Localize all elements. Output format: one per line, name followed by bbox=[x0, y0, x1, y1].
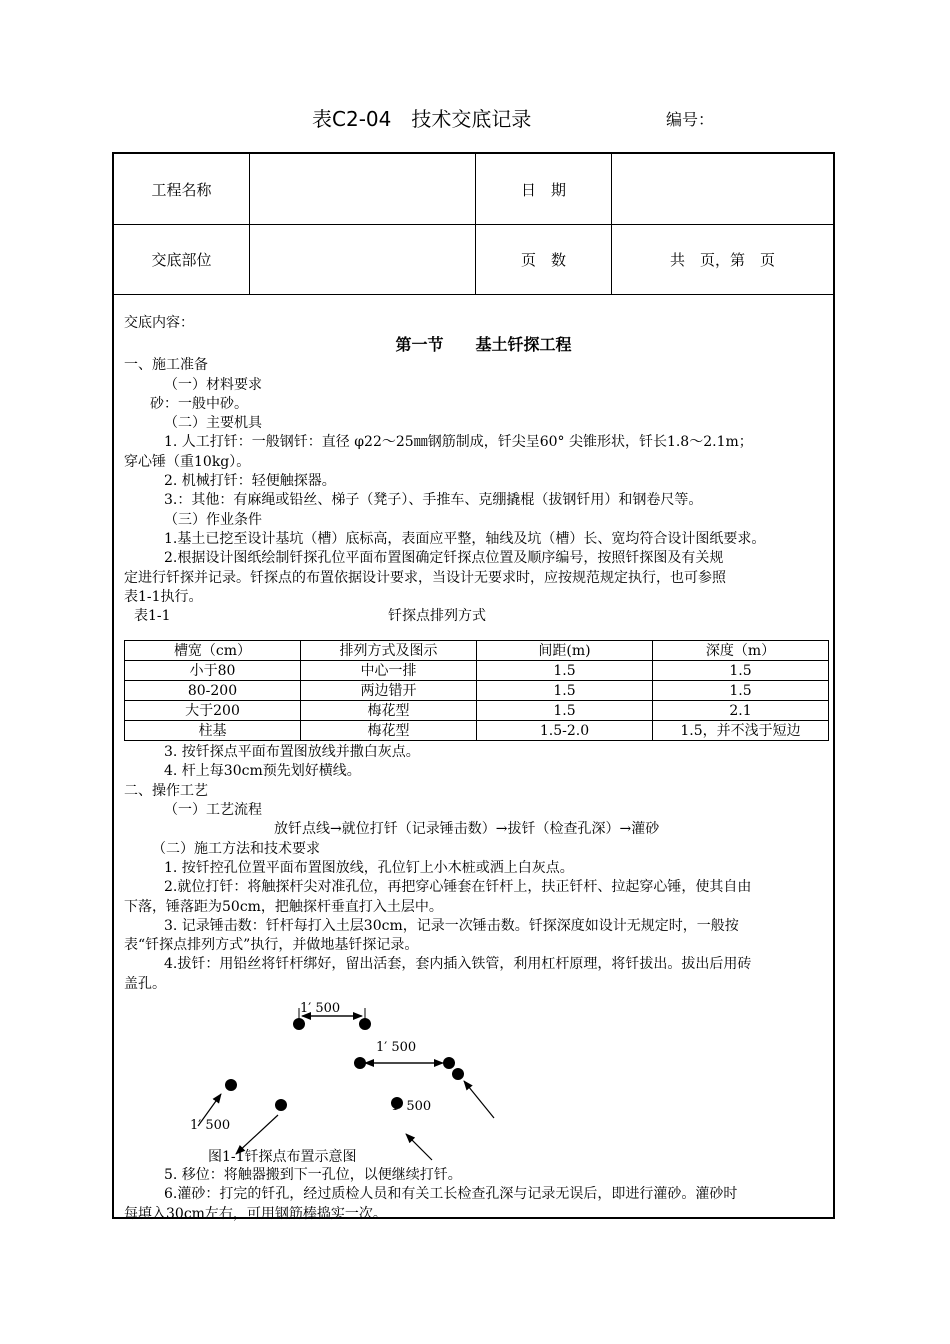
probe-layout-diagram bbox=[124, 994, 827, 1166]
table-cell: 两边错开 bbox=[301, 681, 477, 701]
probe-point bbox=[275, 1099, 287, 1111]
table-cell: 1.5 bbox=[653, 661, 829, 681]
table-cell: 80-200 bbox=[125, 681, 301, 701]
text-line: 3.：其他：有麻绳或铅丝、梯子（凳子）、手推车、克绷撬棍（拔钢钎用）和钢卷尺等。 bbox=[164, 492, 703, 509]
table-cell: 1.5，并不浅于短边 bbox=[653, 721, 829, 741]
record-form bbox=[112, 152, 835, 1222]
table-cell: 大于200 bbox=[125, 701, 301, 721]
dimension-line bbox=[464, 1081, 494, 1118]
text-line: （二）施工方法和技术要求 bbox=[152, 840, 320, 857]
table-title: 钎探点排列方式 bbox=[388, 608, 486, 625]
text-line: 定进行钎探并记录。钎探点的布置依据设计要求，当设计无要求时，应按规范规定执行，也可参照 bbox=[124, 569, 726, 586]
content-block-c bbox=[124, 840, 827, 994]
date-label: 日 期 bbox=[476, 154, 612, 224]
table-row bbox=[125, 661, 829, 681]
table-cell: 1.5 bbox=[477, 661, 653, 681]
probe-arrangement-table bbox=[124, 640, 829, 741]
dimension-label: 1′ 500 bbox=[190, 1118, 231, 1134]
table-row bbox=[125, 681, 829, 701]
part-field[interactable] bbox=[250, 224, 476, 294]
text-line: 下落，锤落距为50cm，把触探杆垂直打入土层中。 bbox=[124, 898, 443, 915]
table-cell: 梅花型 bbox=[301, 701, 477, 721]
table-cell: 柱基 bbox=[125, 721, 301, 741]
dimension-label: 1′ 500 bbox=[376, 1040, 417, 1056]
probe-point bbox=[354, 1057, 366, 1069]
text-line: 3. 按钎探点平面布置图放线并撒白灰点。 bbox=[164, 744, 420, 761]
text-line: （三）作业条件 bbox=[164, 511, 262, 528]
text-line: 1. 人工打钎：一般钢钎：直径 φ22～25㎜钢筋制成，钎尖呈60° 尖锥形状，钎长1.8～2.1m； bbox=[164, 434, 753, 451]
document-title: 表C2-04 技术交底记录 bbox=[312, 107, 532, 131]
text-line: 6.灌砂：打完的钎孔，经过质检人员和有关工长检查孔深与记录无误后，即进行灌砂。灌砂时 bbox=[164, 1186, 738, 1203]
dimension-label: 1′ 500 bbox=[391, 1099, 432, 1115]
text-line: 表“钎探点排列方式”执行，并做地基钎探记录。 bbox=[124, 937, 419, 954]
table-cell: 1.5 bbox=[477, 701, 653, 721]
date-field[interactable] bbox=[612, 154, 833, 224]
content-intro: 交底内容： bbox=[124, 315, 194, 331]
probe-point bbox=[443, 1057, 455, 1069]
table-header-cell: 间距(m) bbox=[477, 641, 653, 661]
text-line: 4. 杆上每30cm预先划好横线。 bbox=[164, 763, 361, 780]
text-line: 表1-1执行。 bbox=[124, 588, 203, 605]
text-line: 2. 机械打钎：轻便触探器。 bbox=[164, 473, 336, 490]
table-header-row bbox=[125, 641, 829, 661]
text-line: 4.拔钎：用铅丝将钎杆绑好，留出活套，套内插入铁管，利用杠杆原理，将钎拔出。拔出后用砖 bbox=[164, 956, 752, 973]
info-row-part bbox=[114, 224, 833, 295]
dimension-line bbox=[406, 1134, 432, 1160]
pages-label: 页 数 bbox=[476, 224, 612, 294]
text-line: 3. 记录锤击数：钎杆每打入土层30cm，记录一次锤击数。钎探深度如设计无规定时，一般按 bbox=[164, 917, 739, 934]
title-row bbox=[0, 103, 950, 137]
serial-number-label: 编号： bbox=[666, 110, 715, 129]
content-block-a bbox=[124, 356, 827, 607]
probe-diagram-svg bbox=[124, 994, 827, 1166]
text-line: 一、施工准备 bbox=[124, 357, 208, 374]
process-flow: 放钎点线→就位打钎（记录锤击数）→拔钎（检查孔深）→灌砂 bbox=[274, 821, 660, 838]
table-row bbox=[125, 721, 829, 741]
table-cell: 小于80 bbox=[125, 661, 301, 681]
project-name-field[interactable] bbox=[250, 154, 476, 224]
table-cell: 1.5 bbox=[477, 681, 653, 701]
text-line: 1. 按钎控孔位置平面布置图放线，孔位钉上小木桩或洒上白灰点。 bbox=[164, 859, 574, 876]
table-header-cell: 槽宽（cm） bbox=[125, 641, 301, 661]
text-line: 2.根据设计图纸绘制钎探孔位平面布置图确定钎探点位置及顺序编号，按照钎探图及有关规 bbox=[164, 550, 724, 567]
diagram-caption: 图1-1钎探点布置示意图 bbox=[208, 1149, 357, 1166]
text-line: （二）主要机具 bbox=[164, 415, 262, 432]
info-row-project bbox=[114, 154, 833, 225]
section-title: 第一节 基土钎探工程 bbox=[395, 335, 572, 355]
text-line: 5. 移位：将触器搬到下一孔位，以便继续打钎。 bbox=[164, 1167, 462, 1184]
briefing-content bbox=[124, 314, 827, 1224]
probe-point bbox=[452, 1068, 464, 1080]
pages-field[interactable]: 共 页，第 页 bbox=[669, 250, 775, 269]
content-block-d bbox=[124, 1166, 827, 1224]
table-cell: 1.5 bbox=[653, 681, 829, 701]
table-cell: 1.5-2.0 bbox=[477, 721, 653, 741]
text-line: （一）工艺流程 bbox=[164, 802, 262, 819]
table-header-cell: 排列方式及图示 bbox=[301, 641, 477, 661]
table-cell: 2.1 bbox=[653, 701, 829, 721]
text-line: 砂：一般中砂。 bbox=[150, 395, 248, 412]
part-label: 交底部位 bbox=[114, 224, 250, 294]
project-name-label: 工程名称 bbox=[114, 154, 250, 224]
table-cell: 梅花型 bbox=[301, 721, 477, 741]
table-label: 表1-1 bbox=[134, 608, 171, 625]
text-line: 1.基土已挖至设计基坑（槽）底标高，表面应平整，轴线及坑（槽）长、宽均符合设计图纸要求。 bbox=[164, 530, 766, 547]
text-line: 2.就位打钎：将触探杆尖对准孔位，再把穿心锤套在钎杆上，扶正钎杆、拉起穿心锤，使其自由 bbox=[164, 879, 752, 896]
table-row bbox=[125, 701, 829, 721]
table-header-cell: 深度（m） bbox=[653, 641, 829, 661]
text-line: （一）材料要求 bbox=[164, 376, 262, 393]
text-line: 二、操作工艺 bbox=[124, 782, 208, 799]
table-caption bbox=[124, 607, 827, 629]
content-block-b bbox=[124, 743, 827, 820]
dimension-label: 1′ 500 bbox=[300, 1001, 341, 1017]
text-line: 每填入30cm左右，可用钢筋棒捣实一次。 bbox=[124, 1205, 387, 1222]
table-cell: 中心一排 bbox=[301, 661, 477, 681]
probe-point bbox=[225, 1079, 237, 1091]
text-line: 盖孔。 bbox=[124, 975, 166, 992]
text-line: 穿心锤（重10kg）。 bbox=[124, 453, 251, 470]
